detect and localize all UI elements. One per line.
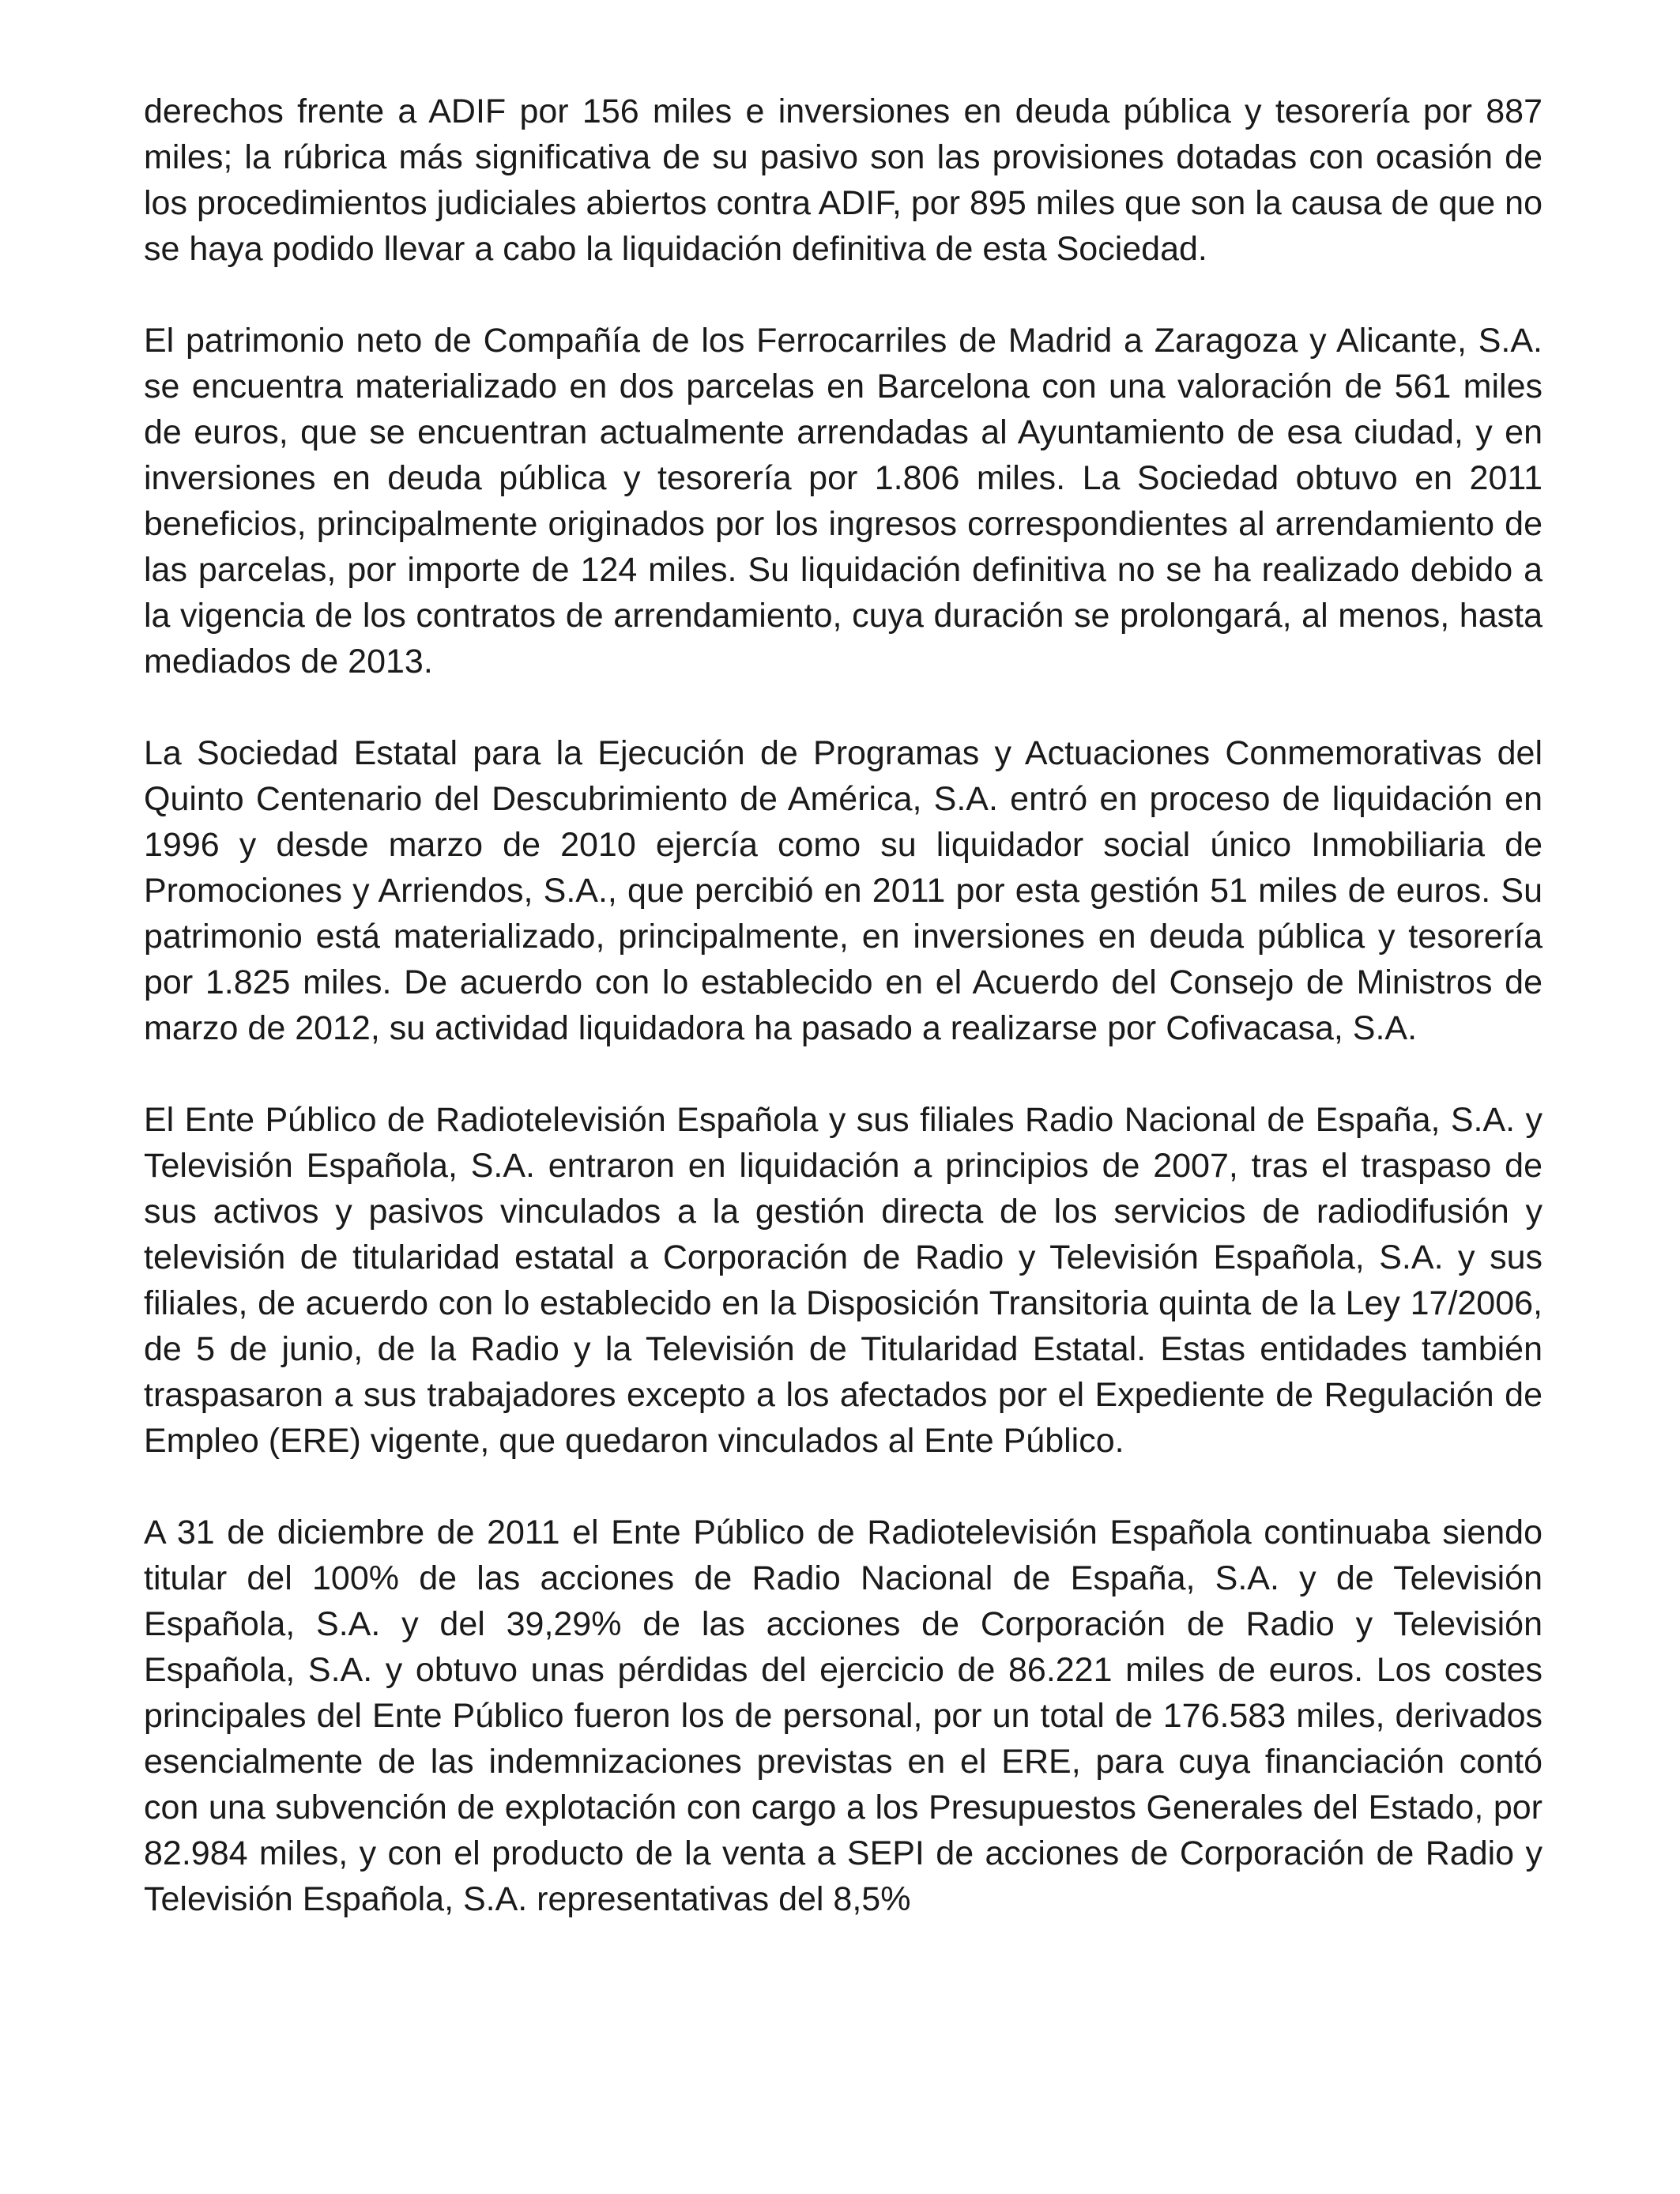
- document-page: [144, 89, 1543, 1922]
- paragraph-ente-publico-2011-results: A 31 de diciembre de 2011 el Ente Público de Radiotelevisión Española continuaba siendo titular del 100% de las acciones de Radio Nacional de España, S.A. y de Televisión Española, S.A. y del 39,29% de las acciones de Corporación de Radio y Televisión Española, S.A. y obtuvo unas pérdidas del ejercicio de 86.221 miles de euros. Los costes principales del Ente Público fueron los de personal, por un total de 176.583 miles, derivados esencialmente de las indemnizaciones previstas en el ERE, para cuya financiación contó con una subvención de explotación con cargo a los Presupuestos Generales del Estado, por 82.984 miles, y con el producto de la venta a SEPI de acciones de Corporación de Radio y Televisión Española, S.A. representativas del 8,5%: [144, 1514, 1543, 1918]
- paragraph-adif-liabilities: derechos frente a ADIF por 156 miles e inversiones en deuda pública y tesorería por 887 miles; la rúbrica más significativa de su pasivo son las provisiones dotadas con ocasión de los procedimientos judiciales abiertos contra ADIF, por 895 miles que son la causa de que no se haya podido llevar a cabo la liquidación definitiva de esta Sociedad.: [144, 92, 1543, 268]
- paragraph-quinto-centenario: La Sociedad Estatal para la Ejecución de Programas y Actuaciones Conmemorativas del Quinto Centenario del Descubrimiento de América, S.A. entró en proceso de liquidación en 1996 y desde marzo de 2010 ejercía como su liquidador social único Inmobiliaria de Promociones y Arriendos, S.A., que percibió en 2011 por esta gestión 51 miles de euros. Su patrimonio está materializado, principalmente, en inversiones en deuda pública y tesorería por 1.825 miles. De acuerdo con lo establecido en el Acuerdo del Consejo de Ministros de marzo de 2012, su actividad liquidadora ha pasado a realizarse por Cofivacasa, S.A.: [144, 734, 1543, 1047]
- paragraph-ferrocarriles-madrid-zaragoza-alicante: El patrimonio neto de Compañía de los Ferrocarriles de Madrid a Zaragoza y Alicante, S.A. se encuentra materializado en dos parcelas en Barcelona con una valoración de 561 miles de euros, que se encuentran actualmente arrendadas al Ayuntamiento de esa ciudad, y en inversiones en deuda pública y tesorería por 1.806 miles. La Sociedad obtuvo en 2011 beneficios, principalmente originados por los ingresos correspondientes al arrendamiento de las parcelas, por importe de 124 miles. Su liquidación definitiva no se ha realizado debido a la vigencia de los contratos de arrendamiento, cuya duración se prolongará, al menos, hasta mediados de 2013.: [144, 322, 1543, 680]
- paragraph-radiotelevision-liquidation: El Ente Público de Radiotelevisión Española y sus filiales Radio Nacional de España, S.A. y Televisión Española, S.A. entraron en liquidación a principios de 2007, tras el traspaso de sus activos y pasivos vinculados a la gestión directa de los servicios de radiodifusión y televisión de titularidad estatal a Corporación de Radio y Televisión Española, S.A. y sus filiales, de acuerdo con lo establecido en la Disposición Transitoria quinta de la Ley 17/2006, de 5 de junio, de la Radio y la Televisión de Titularidad Estatal. Estas entidades también traspasaron a sus trabajadores excepto a los afectados por el Expediente de Regulación de Empleo (ERE) vigente, que quedaron vinculados al Ente Público.: [144, 1101, 1543, 1460]
